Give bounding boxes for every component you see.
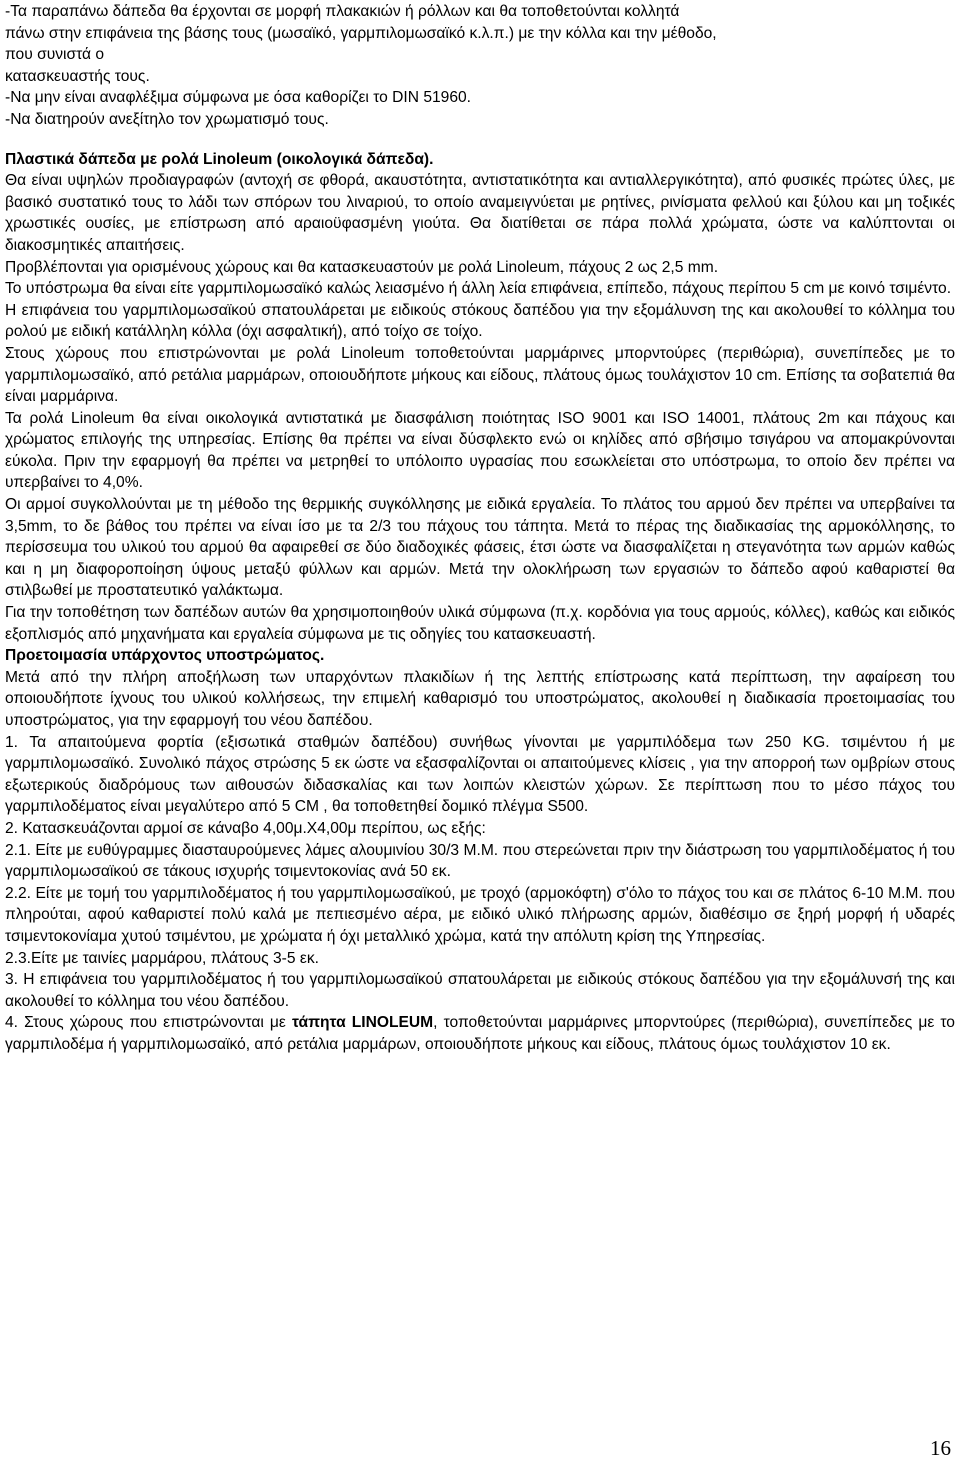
section-heading-substrate: Προετοιμασία υπάρχοντος υποστρώματος. <box>5 647 325 665</box>
intro-line-1: -Τα παραπάνω δάπεδα θα έρχονται σε μορφή πλακακιών ή ρόλλων και θα τοποθετούνται κολλητά <box>5 3 680 20</box>
paragraph: Τα ρολά Linoleum θα είναι οικολογικά αντιστατικά με διασφάλιση ποιότητας ISO 9001 και ISO 14001, πλάτους 2m και πάχους και χρώματος επιλογής της υπηρεσίας. Επίσης θα πρέπει να είναι δύσφλεκτο ενώ οι κηλίδες από σβήσιμο τσιγάρου να απομακρύνονται εύκολα. Πριν την εφαρμογή θα πρέπει να μετρηθεί το υπόλοιπο υγρασίας που εσωκλείεται στο υπόστρωμα, το οποίο δεν πρέπει να υπερβαίνει το 4,0%. <box>5 409 955 492</box>
intro-bullet-1: -Να μην είναι αναφλέξιμα σύμφωνα με όσα καθορίζει το DIN 51960. <box>5 89 472 107</box>
item-emphasis: τάπητα LINOLEUM <box>291 1014 434 1032</box>
intro-line-4: κατασκευαστής τους. <box>5 67 150 85</box>
list-item: 1. Τα απαιτούμενα φορτία (εξισωτικά σταθμών δαπέδου) συνήθως γίνονται με γαρμπιλόδεμα των 250 KG. τσιμέντου ή με γαρμπιλομωσαϊκό. Συνολικό πάχος στρώσης 5 εκ ώστε να εξασφαλίζονται οι απαιτούμενες κλίσεις , για την απορροή των ομβρίων στους εξωτερικούς διαδρόμους των αιθουσών διδασκαλίας και των λοιπών κλειστών χώρων. Σε περίπτωση που το μέσο πάχος του γαρμπιλοδέματος είναι μεγαλύτερο από 5 CM , θα τοποθετηθεί δομικό πλέγμα S500. <box>5 733 955 816</box>
list-item: 2.1. Είτε με ευθύγραμμες διασταυρούμενες λάμες αλουμινίου 30/3 Μ.Μ. που στερεώνεται πριν την διάστρωση του γαρμπιλοδέματος ή του γαρμπιλομωσαϊκού σε τάκους ισχυρής τσιμεντοκονίας ανά 50 εκ. <box>5 841 955 881</box>
paragraph: Για την τοποθέτηση των δαπέδων αυτών θα χρησιμοποιηθούν υλικά σύμφωνα (π.χ. κορδόνια για τους αρμούς, κόλλες), καθώς και ειδικός εξοπλισμός από μηχανήματα και εργαλεία σύμφωνα με τις οδηγίες του κατασκευαστή. <box>5 604 955 643</box>
list-item: 2.2. Είτε με τομή του γαρμπιλοδέματος ή του γαρμπιλομωσαϊκού, με τροχό (αρμοκόφτη) σ'όλο το πάχος του και σε πλάτος 6-10 Μ.Μ. που πληρούται, αφού καθαριστεί πολύ καλά με πεπιεσμένο αέρα, με ειδικό υλικό πλήρωσης αρμών, διαθέσιμο σε ξηρή μορφή ή υδαρές τσιμεντοκονίαμα χυτού τσιμέντου, με χρώματα ή όχι μεταλλικό χρώμα, κατά την απόλυτη κρίση της Υπηρεσίας. <box>5 884 955 945</box>
list-item: 3. Η επιφάνεια του γαρμπιλοδέματος ή του γαρμπιλομωσαϊκού σπατουλάρεται με ειδικούς στόκους δαπέδου για την εξομάλυνσή της και ακολουθεί το κόλλημα του νέου δαπέδου. <box>5 971 955 1010</box>
page-number: 16 <box>930 1436 951 1460</box>
intro-line-2: πάνω στην επιφάνεια της βάσης τους (μωσαϊκό, γαρμπιλομωσαϊκό κ.λ.π.) με την κόλλα και την μέθοδο, <box>5 24 717 42</box>
item-text: , τοποθετούνται μαρμάρινες μπορντούρες (περιθώρια), συνεπίπεδες με το γαρμπιλοδέμα ή γαρμπιλομωσαϊκό, από ρετάλια μαρμάρων, οποιουδήποτε μήκους και είδους, πλάτους όμως τουλάχιστον 10 εκ. <box>5 1014 955 1053</box>
paragraph: Θα είναι υψηλών προδιαγραφών (αντοχή σε φθορά, ακαυστότητα, αντιστατικότητα και αντιαλλεργικότητα), από φυσικές πρώτες ύλες, με βασικό συστατικό τους το λάδι των σπόρων του λιναριού, το οποίο αναμειγνύεται με ρητίνες, ρινίσματα φελλού και ξύλου και μη τοξικές χρωστικές ουσίες, με επίστρωση από αραιοϋφασμένη γιούτα. Θα διατίθεται σε πάρα πολλά χρώματα, ώστε να καλύπτονται οι διακοσμητικές απαιτήσεις. <box>5 172 955 254</box>
list-item <box>5 1012 955 1055</box>
list-item: 2.3.Είτε με ταινίες μαρμάρου, πλάτους 3-5 εκ. <box>5 949 319 967</box>
paragraph: Οι αρμοί συγκολλούνται με τη μέθοδο της θερμικής συγκόλλησης με ειδικά εργαλεία. Το πλάτος του αρμού δεν πρέπει να υπερβαίνει τα 3,5mm, το δε βάθος του πρέπει να είναι ίσο με τα 2/3 του πάχους του τάπητα. Μετά το πέρας της διαδικασίας της αρμοκόλλησης, το περίσσευμα του υλικού του αρμού θα αφαιρεθεί σε δύο διαδοχικές φάσεις, έτσι ώστε να διασφαλίζεται η στεγανότητα των αρμών καθώς και η μη διαφοροποίηση ύψους μεταξύ φύλλων και αρμών. Μετά την ολοκλήρωση των εργασιών το δάπεδο αφού καθαριστεί θα στιλβωθεί με προστατευτικό γαλάκτωμα. <box>5 496 955 600</box>
document-body <box>5 1 955 1056</box>
paragraph: Μετά από την πλήρη αποξήλωση των υπαρχόντων πλακιδίων ή της λεπτής επίστρωσης κατά περίπτωση, την αφαίρεση του οποιουδήποτε ίχνους του υλικού κολλήσεως, την επιμελή καθαρισμό του υποστρώματος, ακολουθεί η διαδικασία προετοιμασίας του υποστρώματος, για την εφαρμογή του νέου δαπέδου. <box>5 668 955 729</box>
intro-line-3: που συνιστά ο <box>5 46 105 64</box>
item-text: 4. Στους χώρους που επιστρώνονται με <box>5 1014 292 1032</box>
list-item: 2. Κατασκευάζονται αρμοί σε κάναβο 4,00μ.Χ4,00μ περίπου, ως εξής: <box>5 819 486 837</box>
intro-bullet-2: -Να διατηρούν ανεξίτηλο τον χρωματισμό τους. <box>5 110 329 128</box>
paragraph: Προβλέπονται για ορισμένους χώρους και θα κατασκευαστούν με ρολά Linoleum, πάχους 2 ως 2,5 mm. <box>5 258 719 276</box>
paragraph: Στους χώρους που επιστρώνονται με ρολά Linoleum τοποθετούνται μαρμάρινες μπορντούρες (περιθώρια), συνεπίπεδες με το γαρμπιλομωσαϊκό, από ρετάλια μαρμάρων, οποιουδήποτε μήκους και είδους, πλάτους όμως τουλάχιστον 10 cm. Επίσης τα σοβατεπιά θα είναι μαρμάρινα. <box>5 344 955 406</box>
paragraph: Το υπόστρωμα θα είναι είτε γαρμπιλομωσαϊκό καλώς λειασμένο ή άλλη λεία επιφάνεια, επίπεδο, πάχους περίπου 5 cm με κοινό τσιμέντο. <box>5 280 952 298</box>
paragraph: Η επιφάνεια του γαρμπιλομωσαϊκού σπατουλάρεται με ειδικούς στόκους δαπέδου για την εξομάλυνση της και ακολουθεί το κόλλημα του ρολού με ειδική κατάλληλη κόλλα (όχι ασφαλτική), από τοίχο σε τοίχο. <box>5 301 955 341</box>
section-heading-linoleum: Πλαστικά δάπεδα με ρολά Linoleum (οικολογικά δάπεδα). <box>5 150 434 168</box>
